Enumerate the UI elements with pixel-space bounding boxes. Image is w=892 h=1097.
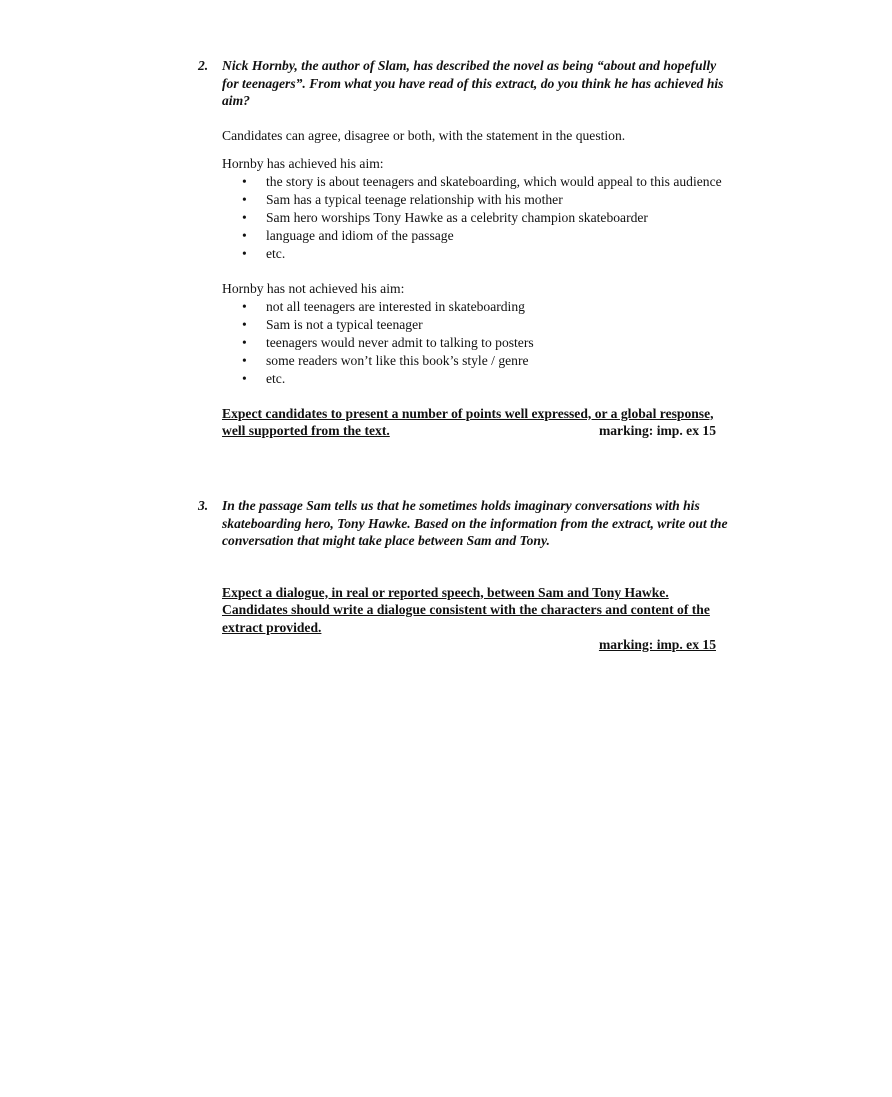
achieved-heading: Hornby has achieved his aim: <box>222 155 384 171</box>
bullet-icon: • <box>242 209 247 225</box>
question-2-expectation <box>222 405 716 440</box>
bullet-icon: • <box>242 227 247 243</box>
list-item: • Sam has a typical teenage relationship with his mother <box>242 191 563 207</box>
list-item: • etc. <box>242 370 286 386</box>
not-achieved-heading: Hornby has not achieved his aim: <box>222 280 405 296</box>
achieved-list <box>222 173 728 263</box>
list-item: • Sam is not a typical teenager <box>242 316 423 332</box>
question-3-prompt-block <box>198 497 728 550</box>
list-item: • not all teenagers are interested in skateboarding <box>242 298 525 314</box>
list-item: • the story is about teenagers and skateboarding, which would appeal to this audience <box>242 173 722 189</box>
bullet-icon: • <box>242 245 247 261</box>
list-item: • Sam hero worships Tony Hawke as a celebrity champion skateboarder <box>242 209 648 225</box>
not-achieved-list <box>222 298 728 388</box>
list-item: • language and idiom of the passage <box>242 227 454 243</box>
bullet-icon: • <box>242 334 247 350</box>
bullet-icon: • <box>242 191 247 207</box>
question-3-marking: marking: imp. ex 15 <box>598 637 716 652</box>
question-2-marking: marking: imp. ex 15 <box>598 423 716 438</box>
bullet-icon: • <box>242 316 247 332</box>
question-2 <box>198 57 728 440</box>
question-2-number: 2. <box>198 58 209 73</box>
bullet-icon: • <box>242 352 247 368</box>
question-3-expectation <box>222 584 716 654</box>
question-2-answer-guide <box>222 127 728 388</box>
question-3-number: 3. <box>198 498 209 513</box>
list-item: • etc. <box>242 245 286 261</box>
question-2-prompt-block <box>198 57 728 110</box>
list-item: • some readers won’t like this book’s style / genre <box>242 352 529 368</box>
question-2-expect-text: Expect candidates to present a number of points well expressed, or a global response, well supported from the text. <box>222 405 714 438</box>
question-3-prompt: In the passage Sam tells us that he sometimes holds imaginary conversations with his skateboarding hero, Tony Hawke. Based on the information from the extract, write out the conversation that might take place between Sam and Tony. <box>222 498 728 548</box>
bullet-icon: • <box>242 173 247 189</box>
list-item: • teenagers would never admit to talking to posters <box>242 334 534 350</box>
bullet-icon: • <box>242 370 247 386</box>
question-2-intro: Candidates can agree, disagree or both, with the statement in the question. <box>222 127 626 143</box>
bullet-icon: • <box>242 298 247 314</box>
question-3-expect-text: Expect a dialogue, in real or reported speech, between Sam and Tony Hawke. Candidates should write a dialogue consistent with the characters and content of the extract provided. <box>222 584 710 635</box>
question-3 <box>198 497 728 654</box>
question-2-prompt: Nick Hornby, the author of Slam, has described the novel as being “about and hopefully for teenagers”. From what you have read of this extract, do you think he has achieved his aim? <box>222 58 724 108</box>
